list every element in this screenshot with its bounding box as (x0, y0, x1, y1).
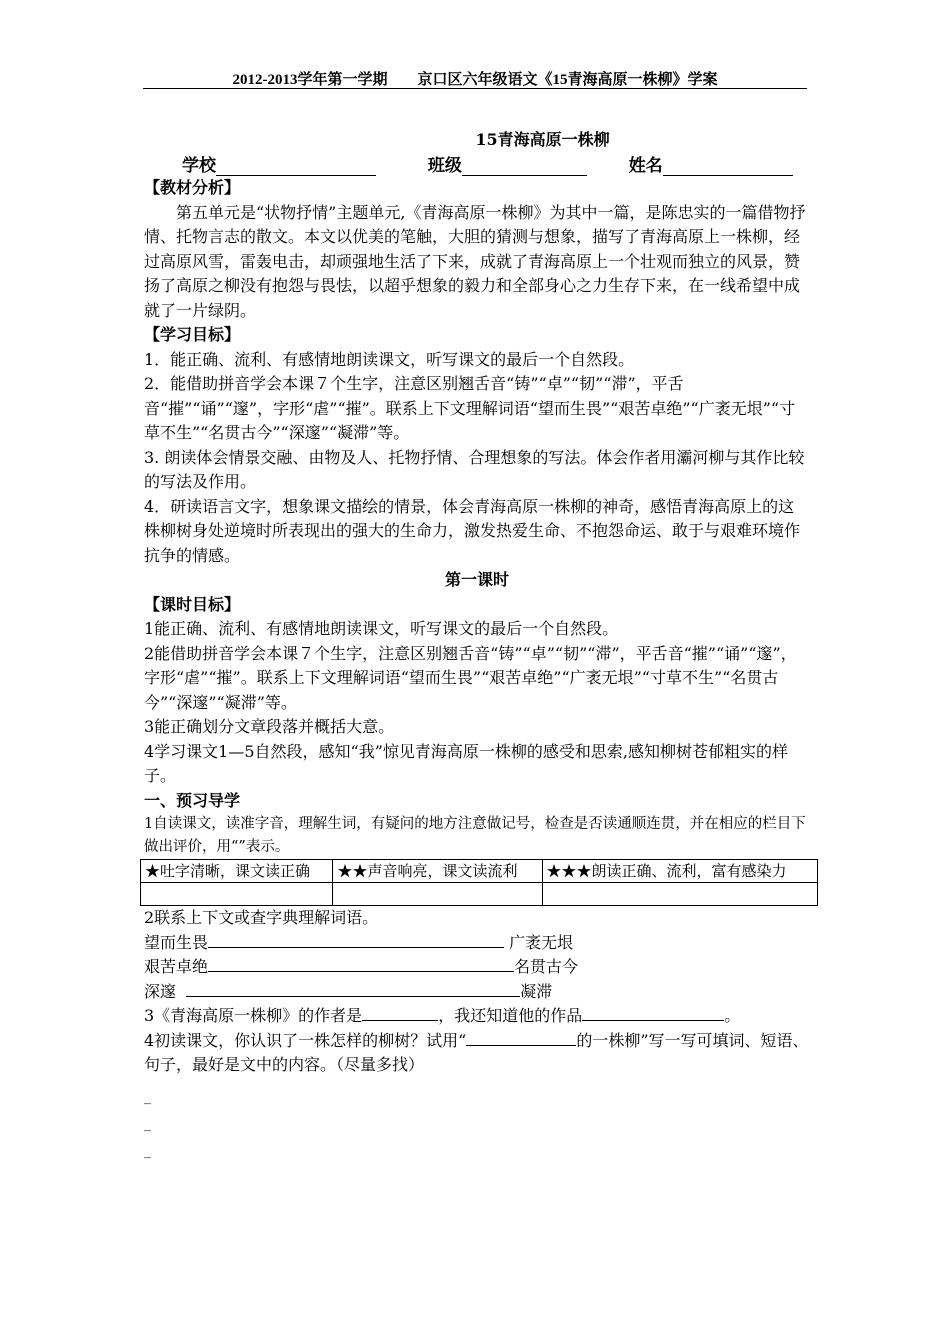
section-heading-goals: 【学习目标】 (144, 325, 241, 344)
vocab-word: 名贯古今 (514, 957, 579, 976)
author-field[interactable] (362, 1006, 438, 1021)
preview-item-2: 2联系上下文或查字典理解词语。 (144, 908, 379, 927)
lesson-goal-1: 1能正确、流利、有感情地朗读课文，听写课文的最后一个自然段。 (144, 619, 619, 638)
works-field[interactable] (582, 1006, 724, 1021)
header-rule (143, 88, 807, 89)
page-header: 2012-2013学年第一学期 京口区六年级语文《15青海高原一株柳》学案 (232, 72, 718, 88)
rating-header-1: ★吐字清晰，课文读正确 (141, 860, 333, 883)
lesson-one-heading: 第一课时 (444, 570, 509, 589)
rating-cell-3[interactable] (542, 883, 817, 906)
vocab-answer-field[interactable] (208, 933, 504, 948)
school-label: 学校 (182, 156, 216, 176)
learning-goal-2: 2．能借助拼音学会本课７个生字，注意区别翘舌音“铸”“卓”“韧”“滞”，平舌音“摧”“诵”“邃”，字形“虐”“摧”。联系上下文理解词语“望而生畏”“艰苦卓绝”“广袤无垠”“寸草不生”“名贯古今”“深邃”“凝滞”等。 (144, 374, 796, 442)
item3-text: ，我还知道他的作品 (438, 1006, 583, 1025)
preview-item-3 (144, 1004, 810, 1029)
answer-line[interactable]: _ (144, 1115, 151, 1132)
preview-item-4 (144, 1029, 810, 1078)
learning-goal-1: 1．能正确、流利、有感情地朗读课文，听写课文的最后一个自然段。 (144, 349, 635, 369)
vocab-word: 艰苦卓绝 (144, 957, 209, 976)
item3-text: 3《青海高原一株柳》的作者是 (144, 1006, 363, 1025)
rating-cell-1[interactable] (141, 883, 333, 906)
vocab-answer-field[interactable] (208, 957, 514, 972)
lesson-goal-2: 2能借助拼音学会本课７个生字，注意区别翘舌音“铸”“卓”“韧”“滞”，平舌音“摧”“诵”“邃”，字形“虐”“摧”。联系上下文理解词语“望而生畏”“艰苦卓绝”“广袤无垠”“寸草不生”“名贯古今”“深邃”“凝滞”等。 (144, 643, 797, 712)
name-field[interactable] (663, 157, 793, 176)
class-field[interactable] (462, 157, 587, 176)
vocab-answer-field[interactable] (186, 982, 520, 997)
section-heading-preview: 一、预习导学 (144, 790, 241, 810)
vocab-row-2 (144, 955, 810, 980)
section-heading-lesson-goals: 【课时目标】 (144, 594, 241, 614)
main-content (144, 176, 810, 1165)
vocab-word: 望而生畏 (144, 932, 209, 952)
section-heading-analysis: 【教材分析】 (144, 178, 241, 197)
vocab-word: 广袤无垠 (509, 932, 574, 952)
name-label: 姓名 (628, 156, 663, 176)
learning-goal-3: 3. 朗读体会情景交融、由物及人、托物抒情、合理想象的写法。体会作者用灞河柳与其作比较的写法及作用。 (144, 447, 805, 491)
analysis-paragraph: 第五单元是“状物抒情”主题单元,《青海高原一株柳》为其中一篇，是陈忠实的一篇借物抒情、托物言志的散文。本文以优美的笔触，大胆的猜测与想象，描写了青海高原上一株柳，经过高原风雪，雷轰电击，却顽强地生活了下来，成就了青海高原上一个壮观而独立的风景，赞扬了高原之柳没有抱怨与畏怯，以超乎想象的毅力和全部身心之力生存下来，在一线希望中成就了一片绿阴。 (144, 202, 806, 320)
answer-line[interactable]: _ (144, 1088, 151, 1105)
table-row (141, 860, 818, 883)
item3-text: 。 (724, 1006, 741, 1025)
vocab-row-3 (144, 980, 810, 1005)
lesson-goal-4: 4学习课文1—5自然段，感知“我”惊见青海高原一株柳的感受和思索,感知柳树苍郁粗实的样子。 (144, 741, 788, 785)
learning-goal-4: 4．研读语言文字，想象课文描绘的情景，体会青海高原一株柳的神奇，感悟青海高原上的这株柳树身处逆境时所表现出的强大的生命力，激发热爱生命、不抱怨命运、敢于与艰难环境作抗争的情感。 (144, 496, 801, 565)
vocab-word: 深邃 (144, 981, 177, 1001)
answer-line[interactable]: _ (144, 1142, 151, 1159)
vocab-word: 凝滞 (520, 981, 553, 1001)
reading-rating-table (140, 859, 818, 906)
vocab-row-1 (144, 931, 810, 956)
willow-description-field[interactable] (466, 1031, 576, 1046)
student-info-row (182, 151, 793, 176)
item4-text: 的一株柳”写一写可填词、短语、句子，最好是文中的内容。（尽量多找） (144, 1030, 809, 1074)
table-row (141, 883, 818, 906)
document-title: 15青海高原一株柳 (475, 130, 610, 149)
preview-item-1: 1自读课文，读准字音，理解生词，有疑问的地方注意做记号，检查是否读通顺连贯，并在相应的栏目下做出评价，用“”表示。 (144, 816, 806, 855)
lesson-goal-3: 3能正确划分文章段落并概括大意。 (144, 717, 395, 736)
rating-header-3: ★★★朗读正确、流利，富有感染力 (542, 860, 817, 883)
item4-text: 4初读课文，你认识了一株怎样的柳树？试用“ (144, 1030, 467, 1050)
rating-cell-2[interactable] (333, 883, 542, 906)
school-field[interactable] (216, 157, 376, 176)
class-label: 班级 (427, 156, 462, 176)
rating-header-2: ★★声音响亮，课文读流利 (333, 860, 542, 883)
